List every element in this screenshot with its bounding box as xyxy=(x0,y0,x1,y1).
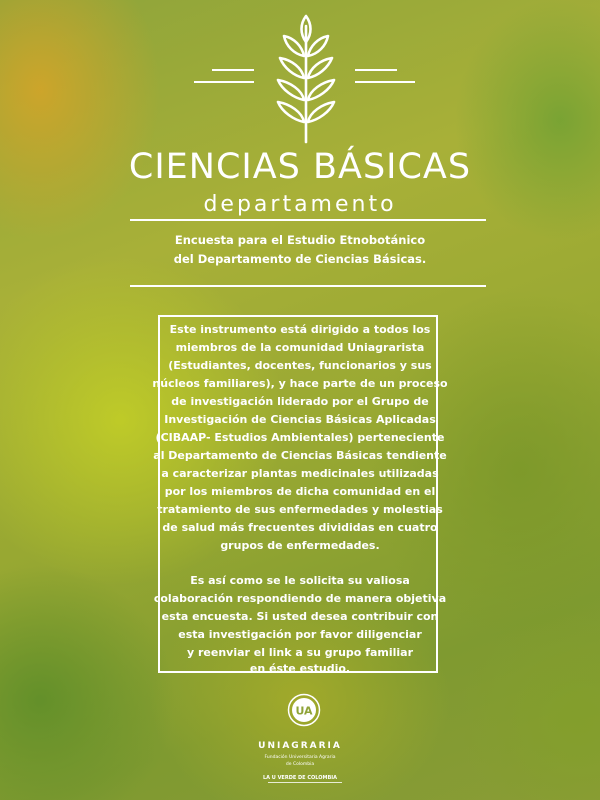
survey-line-2: del Departamento de Ciencias Básicas. xyxy=(173,252,427,266)
box-line: al Departamento de Ciencias Básicas tendiente xyxy=(153,449,447,462)
survey-line-1: Encuesta para el Estudio Etnobotánico xyxy=(174,233,426,247)
box-line: esta investigación por favor diligenciar xyxy=(178,628,422,641)
title-rule xyxy=(130,219,486,221)
box-line: Este instrumento está dirigido a todos los xyxy=(169,323,431,336)
wheat-leaf-icon xyxy=(270,14,342,144)
box-line: (CIBAAP- Estudios Ambientales) perteneciente xyxy=(155,431,445,444)
box-line: a caracterizar plantas medicinales utilizadas xyxy=(161,467,439,480)
box-line: esta encuesta. Si usted desea contribuir con xyxy=(161,610,439,623)
box-line: por los miembros de dicha comunidad en el xyxy=(164,485,436,498)
foundation-line-2: de Colombia xyxy=(285,762,315,767)
box-line: núcleos familiares), y hace parte de un proceso xyxy=(152,377,448,390)
box-line: tratamiento de sus enfermedades y molestias xyxy=(157,503,443,516)
tagline-rule xyxy=(268,782,342,783)
box-line: y reenviar el link a su grupo familiar xyxy=(186,646,414,659)
right-upper-rule xyxy=(355,69,397,71)
box-line: Investigación de Ciencias Básicas Aplicadas xyxy=(164,413,436,426)
box-line: colaboración respondiendo de manera objetiva xyxy=(153,592,447,605)
page-title: CIENCIAS BÁSICAS xyxy=(128,147,472,187)
brand-name: UNIAGRARIA xyxy=(258,741,342,751)
box-line: de salud más frecuentes divididas en cuatro xyxy=(162,521,438,534)
left-upper-rule xyxy=(212,69,254,71)
page-subtitle: departamento xyxy=(203,192,397,217)
logo-text: UA xyxy=(295,704,313,718)
box-line: en éste estudio. xyxy=(249,662,351,675)
box-line: grupos de enfermedades. xyxy=(220,539,380,552)
left-lower-rule xyxy=(194,81,254,83)
uniagraria-logo-icon xyxy=(287,693,321,727)
box-line: Es así como se le solicita su valiosa xyxy=(190,574,410,587)
right-lower-rule xyxy=(355,81,415,83)
foundation-line-1: Fundación Universitaria Agraria xyxy=(264,755,336,760)
box-line: miembros de la comunidad Uniagrarista xyxy=(175,341,425,354)
tagline: LA U VERDE DE COLOMBIA xyxy=(262,775,338,781)
box-line: (Estudiantes, docentes, funcionarios y sus xyxy=(168,359,432,372)
box-line: de investigación liderado por el Grupo de xyxy=(171,395,429,408)
survey-rule xyxy=(130,285,486,287)
